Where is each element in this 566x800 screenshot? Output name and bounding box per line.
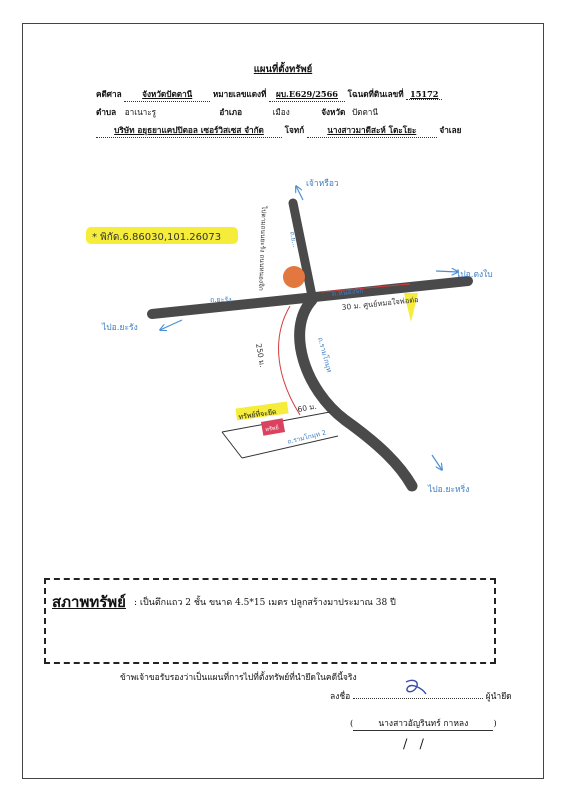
- landmark-circle: [283, 266, 305, 288]
- label-road-east: ถ.หนองจิก: [331, 286, 364, 298]
- defendant-value: นางสาวมาดีสะห์ โตะโยะ: [307, 124, 437, 138]
- deed-value: 15172: [406, 89, 442, 100]
- west-arrow: [160, 320, 182, 330]
- property-house-no: ทรัพย์: [264, 425, 280, 434]
- property-condition-text: : เป็นตึกแถว 2 ชั้น ขนาด 4.5*15 เมตร ปลูกสร้างมาประมาณ 38 ปี: [134, 598, 396, 608]
- date-field: / /: [403, 737, 428, 752]
- case-value: ผบ.E629/2566: [269, 88, 345, 102]
- property-condition-title: สภาพทรัพย์: [52, 593, 126, 611]
- document-title: แผนที่ตั้งทรัพย์: [253, 64, 313, 75]
- road-southeast: [300, 300, 412, 486]
- certification-text: ข้าพเจ้าขอรับรองว่าเป็นแผนที่การไปที่ตั้งทรัพย์ที่นำยึดในคดีนี้จริง: [120, 673, 357, 683]
- sign-suffix: ผู้นำยึด: [485, 692, 512, 702]
- coordinate-text: * พิกัด.6.86030,101.26073: [92, 232, 222, 243]
- east-arrow: [436, 271, 458, 272]
- label-road-curve: ถ.รามโกมุท: [316, 336, 334, 374]
- label-north: เจ้าหรือว: [306, 179, 339, 189]
- subdistrict-value: อาเนาะรู: [124, 107, 157, 117]
- label-dist-30: 30 ม. ศูนย์หมอใจพ่อต่อ: [341, 294, 419, 312]
- label-east: ไปอ.ตงใบ: [456, 270, 493, 280]
- southeast-arrow: [432, 455, 442, 470]
- label-dist-60: 60 ม.: [296, 401, 318, 414]
- plaintiff-value: บริษัท อยุธยาแคปปิตอล เซอร์วิสเซส จำกัด: [96, 124, 282, 138]
- court-label: คดีศาล: [96, 89, 122, 99]
- plaintiff-label: โจทก์: [284, 125, 305, 135]
- handwritten-signature: [400, 676, 430, 698]
- district-value: เมือง: [272, 107, 290, 117]
- case-label: หมายเลขแดงที่: [212, 89, 267, 99]
- label-southeast: ไปอ.ยะหริ่ง: [428, 485, 470, 495]
- label-west: ไปอ.ยะรัง: [102, 323, 138, 333]
- map-notes: [254, 205, 419, 414]
- province-value: ปัตตานี: [351, 107, 378, 117]
- property-tag-text: ทรัพย์ที่จะยึด: [238, 408, 278, 422]
- label-road-west: ถ.ยะรัง: [210, 296, 232, 304]
- sign-label: ลงชื่อ: [330, 692, 351, 702]
- label-soi: ถ.รามโกมุท 2: [286, 428, 327, 446]
- label-road-vertical: ไปตามถนนยะรัง ถนนหนองจิก: [257, 205, 268, 291]
- signer-name: นางสาวอัญรินทร์ กาหลง: [353, 716, 493, 731]
- province-label: จังหวัด: [321, 107, 346, 117]
- defendant-label: จำเลย: [439, 125, 462, 135]
- label-road-north: ถ.ย...: [288, 230, 300, 249]
- signer-name-row: ( นางสาวอัญรินทร์ กาหลง ): [350, 716, 497, 731]
- roads: [152, 203, 468, 486]
- district-label: อำเภอ: [219, 107, 242, 117]
- north-arrow: [296, 186, 303, 200]
- subdistrict-label: ตำบล: [96, 107, 117, 117]
- court-value: จังหวัดปัตตานี: [124, 88, 210, 102]
- deed-label: โฉนดที่ดินเลขที่: [347, 89, 404, 99]
- label-dist-250: 250 ม.: [254, 342, 268, 369]
